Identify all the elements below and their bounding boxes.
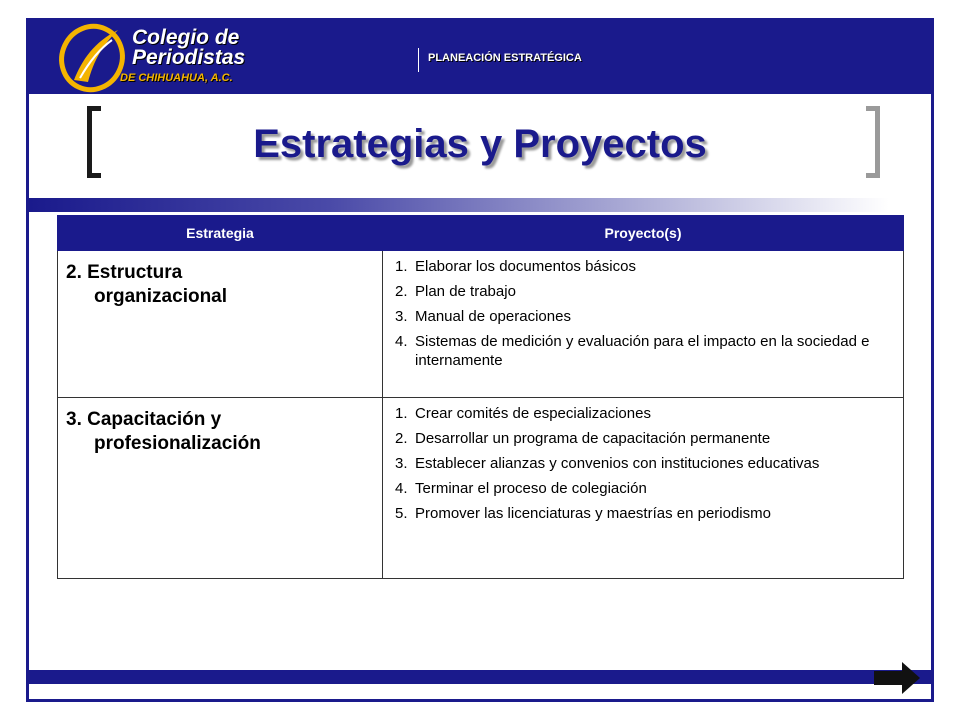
next-slide-button[interactable] — [872, 660, 922, 696]
strategy-cell — [58, 251, 383, 398]
logo-subtitle: DE CHIHUAHUA, A.C. — [120, 72, 233, 84]
list-item: 3. Establecer alianzas y convenios con instituciones educativas — [395, 455, 820, 472]
strategy-line: 3. Capacitación y — [66, 409, 222, 430]
project-text: Manual de operaciones — [415, 308, 571, 325]
column-header-strategy: Estrategia — [58, 216, 383, 251]
table-row — [58, 251, 904, 398]
projects-cell — [383, 251, 904, 398]
strategy-line: profesionalización — [94, 433, 261, 454]
strategy-label — [58, 398, 382, 456]
list-item: 5. Promover las licenciaturas y maestrías en periodismo — [395, 505, 771, 522]
right-arrow-icon — [872, 660, 922, 696]
list-item: 2. Desarrollar un programa de capacitación permanente — [395, 430, 771, 447]
project-text: Elaborar los documentos básicos — [415, 258, 636, 275]
page-title: Estrategias y Proyectos — [253, 122, 707, 166]
project-list — [383, 404, 903, 523]
strategy-line: organizacional — [94, 286, 228, 307]
project-text: Crear comités de especializaciones — [415, 405, 651, 422]
project-text: Establecer alianzas y convenios con instituciones educativas — [415, 455, 820, 472]
section-title: PLANEACIÓN ESTRATÉGICA — [428, 52, 582, 64]
logo-text — [132, 28, 245, 68]
gradient-divider — [29, 198, 889, 212]
table-header-row — [58, 216, 904, 251]
project-text: Promover las licenciaturas y maestrías en periodismo — [415, 505, 771, 522]
footer-bar — [29, 670, 931, 684]
project-text: Terminar el proceso de colegiación — [415, 480, 647, 497]
project-text: Sistemas de medición y evaluación para el impacto en la sociedad e internamente — [415, 333, 870, 369]
project-list — [383, 257, 903, 370]
project-text: Plan de trabajo — [415, 283, 516, 300]
list-item: 2. Plan de trabajo — [395, 283, 516, 300]
list-item: 4. Sistemas de medición y evaluación para el impacto en la sociedad e internamente — [395, 332, 893, 370]
project-text: Desarrollar un programa de capacitación permanente — [415, 430, 771, 447]
logo-line1: Colegio de — [132, 26, 240, 49]
logo-emblem — [52, 20, 142, 96]
list-item: 1. Elaborar los documentos básicos — [395, 258, 636, 275]
strategy-label — [58, 251, 382, 309]
table-row — [58, 398, 904, 579]
list-item: 3. Manual de operaciones — [395, 308, 571, 325]
header-separator — [418, 48, 419, 72]
list-item: 4. Terminar el proceso de colegiación — [395, 480, 647, 497]
projects-cell — [383, 398, 904, 579]
strategy-cell — [58, 398, 383, 579]
strategy-line: 2. Estructura — [66, 262, 183, 283]
column-header-projects: Proyecto(s) — [383, 216, 904, 251]
list-item: 1. Crear comités de especializaciones — [395, 405, 651, 422]
logo-line2: Periodistas — [132, 46, 246, 69]
strategy-table — [57, 215, 904, 579]
